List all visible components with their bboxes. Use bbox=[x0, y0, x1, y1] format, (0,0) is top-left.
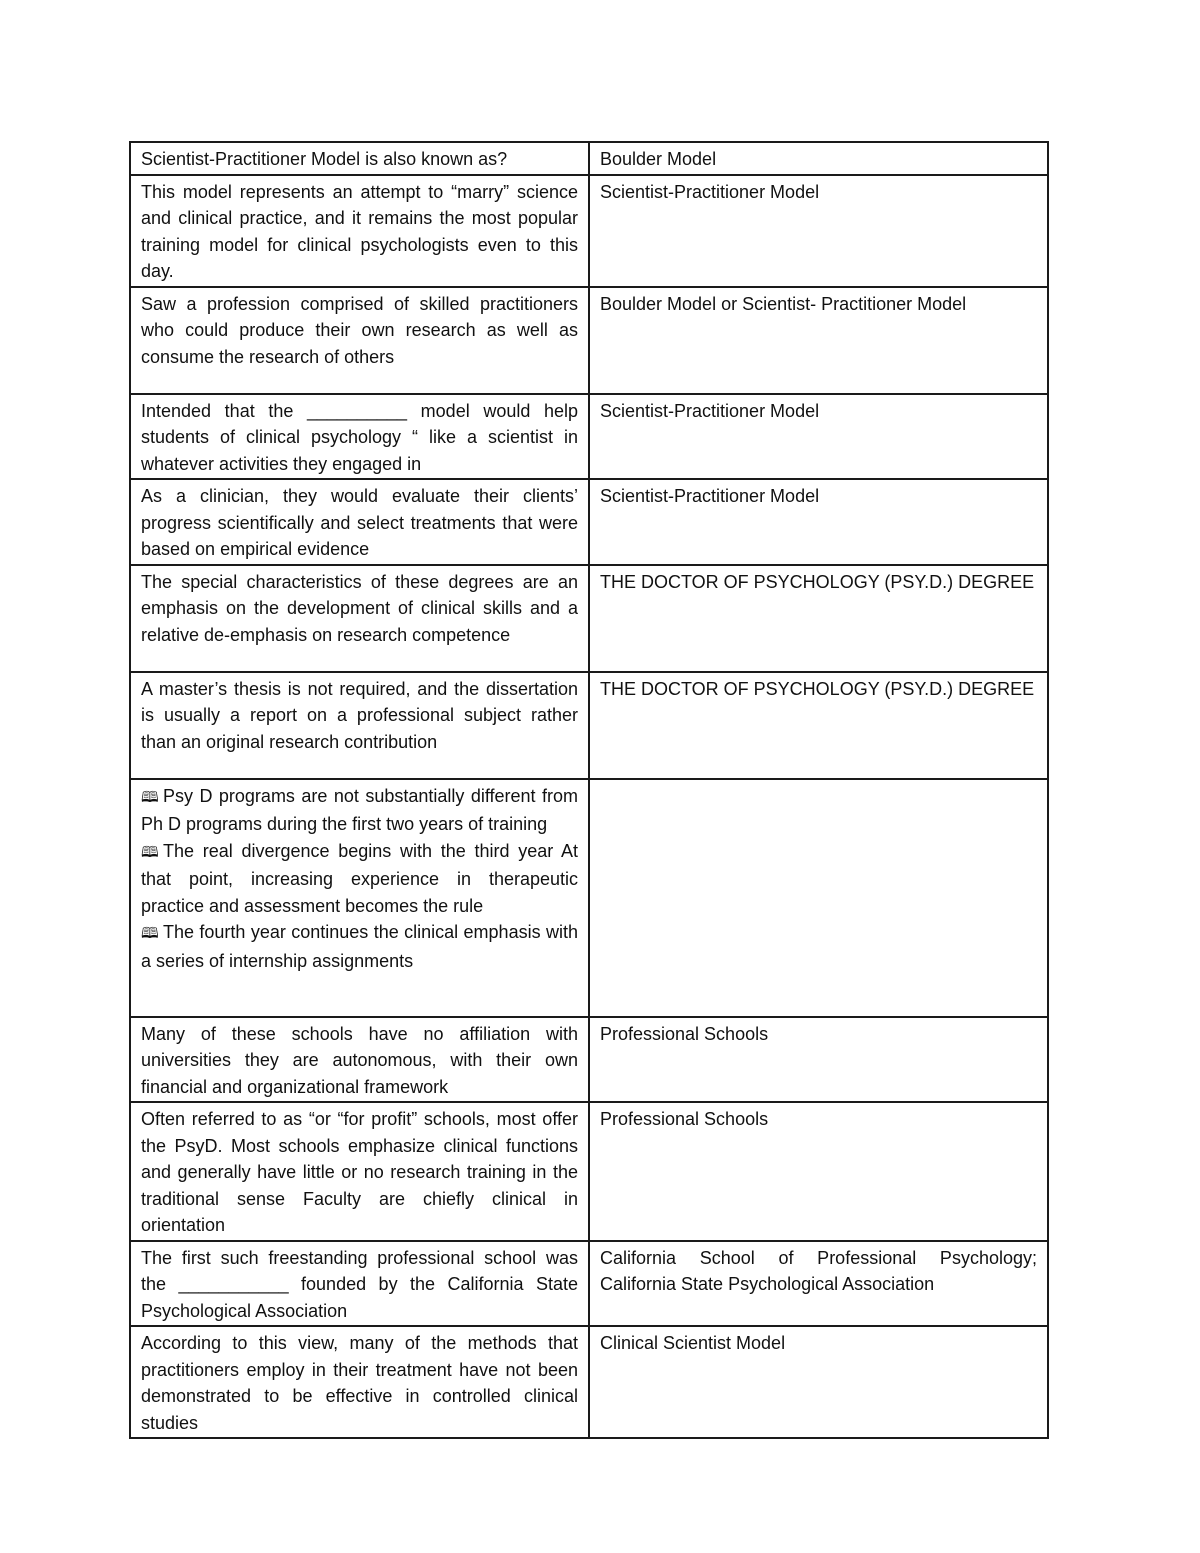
question-cell: Often referred to as “or “for profit” schools, most offer the PsyD. Most schools emphasize clinical functions and generally have little or no research training in the traditional sense Faculty are chiefly clinical in orientation bbox=[130, 1102, 589, 1241]
table-row bbox=[130, 1102, 1048, 1241]
table-row bbox=[130, 565, 1048, 672]
book-icon: 🕮 bbox=[141, 925, 159, 942]
table-row bbox=[130, 1017, 1048, 1103]
book-icon: 🕮 bbox=[141, 788, 159, 806]
question-cell: Intended that the __________ model would help students of clinical psychology “ like a scientist in whatever activities they engaged in bbox=[130, 394, 589, 480]
question-cell: The special characteristics of these degrees are an emphasis on the development of clinical skills and a relative de-emphasis on research competence bbox=[130, 565, 589, 672]
answer-cell: Scientist-Practitioner Model bbox=[589, 175, 1048, 287]
question-cell: The first such freestanding professional school was the ___________ founded by the California State Psychological Association bbox=[130, 1241, 589, 1327]
answer-cell: Professional Schools bbox=[589, 1017, 1048, 1103]
table-row bbox=[130, 175, 1048, 287]
answer-cell: Clinical Scientist Model bbox=[589, 1326, 1048, 1438]
bullet-item: 🕮 Psy D programs are not substantially different from Ph D programs during the first two years of training bbox=[141, 785, 578, 834]
answer-cell: THE DOCTOR OF PSYCHOLOGY (PSY.D.) DEGREE bbox=[589, 672, 1048, 779]
bullet-list-cell bbox=[130, 779, 589, 1017]
answer-cell: Boulder Model or Scientist- Practitioner Model bbox=[589, 287, 1048, 394]
question-cell: Saw a profession comprised of skilled practitioners who could produce their own research as well as consume the research of others bbox=[130, 287, 589, 394]
answer-cell-empty bbox=[589, 779, 1048, 1017]
table-row bbox=[130, 779, 1048, 1017]
answer-cell: THE DOCTOR OF PSYCHOLOGY (PSY.D.) DEGREE bbox=[589, 565, 1048, 672]
table-row bbox=[130, 142, 1048, 175]
answer-cell: Professional Schools bbox=[589, 1102, 1048, 1241]
qa-table bbox=[129, 141, 1049, 1439]
question-cell: This model represents an attempt to “marry” science and clinical practice, and it remains the most popular training model for clinical psychologists even to this day. bbox=[130, 175, 589, 287]
table-row bbox=[130, 1326, 1048, 1438]
question-cell: A master’s thesis is not required, and the dissertation is usually a report on a professional subject rather than an original research contribution bbox=[130, 672, 589, 779]
table-row bbox=[130, 1241, 1048, 1327]
bullet-item: 🕮 The fourth year continues the clinical emphasis with a series of internship assignments bbox=[141, 922, 578, 971]
table-row bbox=[130, 287, 1048, 394]
table-row bbox=[130, 479, 1048, 565]
table-row bbox=[130, 394, 1048, 480]
question-cell: Scientist-Practitioner Model is also known as? bbox=[130, 142, 589, 175]
answer-cell: Boulder Model bbox=[589, 142, 1048, 175]
answer-cell: California School of Professional Psychology; California State Psychological Association bbox=[589, 1241, 1048, 1327]
book-icon: 🕮 bbox=[141, 843, 159, 861]
bullet-item: 🕮 The real divergence begins with the third year At that point, increasing experience in therapeutic practice and assessment becomes the rule bbox=[141, 840, 578, 916]
question-cell: As a clinician, they would evaluate their clients’ progress scientifically and select treatments that were based on empirical evidence bbox=[130, 479, 589, 565]
question-cell: According to this view, many of the methods that practitioners employ in their treatment have not been demonstrated to be effective in controlled clinical studies bbox=[130, 1326, 589, 1438]
table-row bbox=[130, 672, 1048, 779]
question-cell: Many of these schools have no affiliation with universities they are autonomous, with their own financial and organizational framework bbox=[130, 1017, 589, 1103]
answer-cell: Scientist-Practitioner Model bbox=[589, 394, 1048, 480]
answer-cell: Scientist-Practitioner Model bbox=[589, 479, 1048, 565]
